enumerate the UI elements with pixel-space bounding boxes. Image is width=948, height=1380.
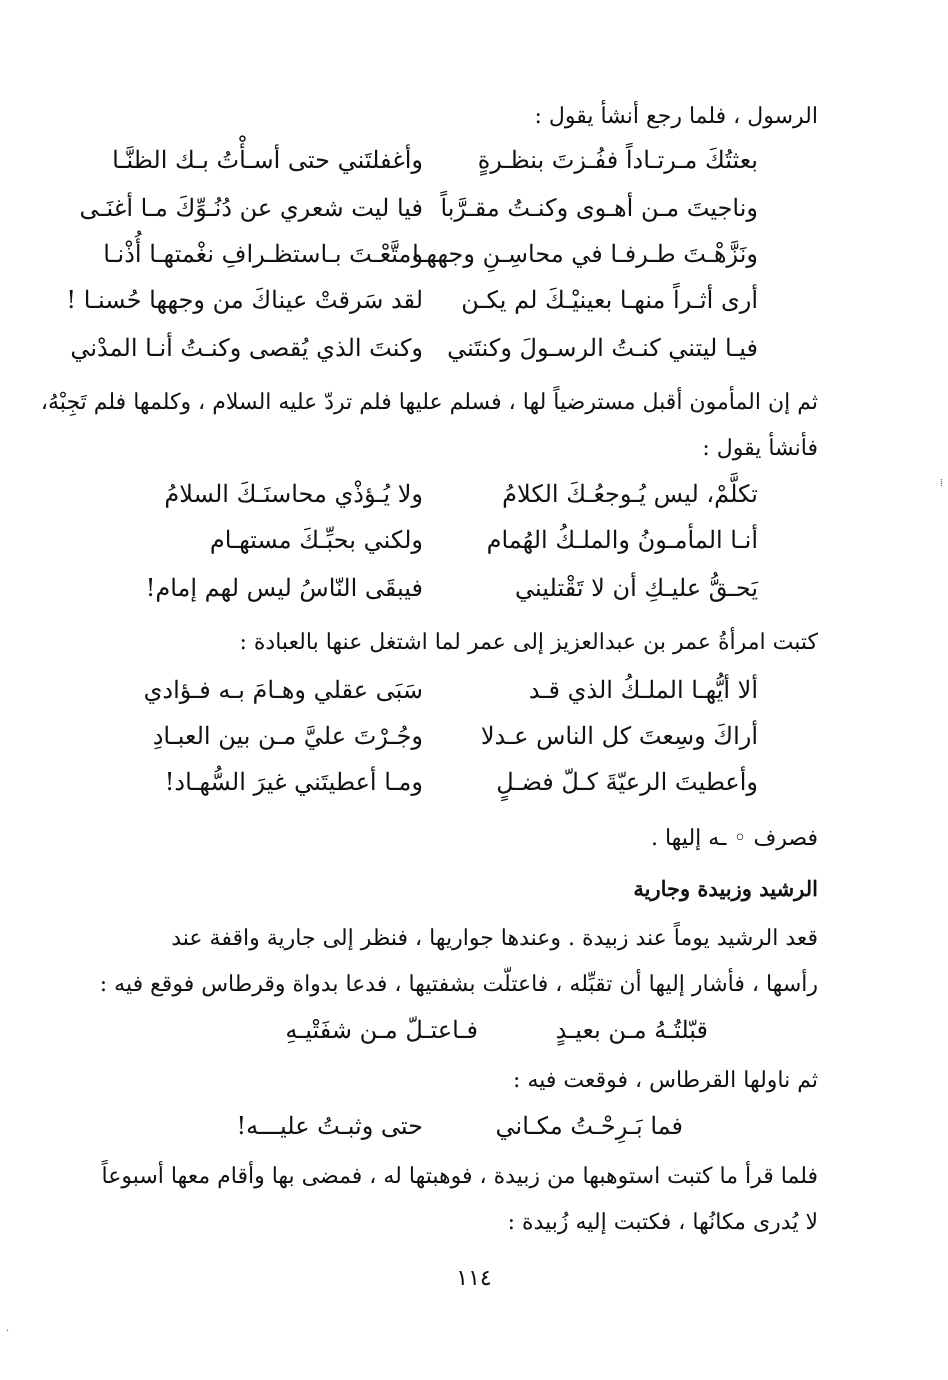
verse-1-3-second: ومتَّعْـتَ بـاستظـرافِ نغْمتهـا أُذْنـا [103,240,423,268]
verse-3-2-second: وجُـرْتَ عليَّ مـن بين العبـادِ [152,722,423,750]
verse-2-1-second: ولا يُـؤذْي محاسنَـكَ السلامُ [164,480,423,508]
verse-3-3-first: وأعطيتَ الرعيّةَ كـلّ فضـلٍ [496,768,758,796]
verse-3-1-second: سَبَى عقلي وهـامَ بـه فـؤادي [143,676,423,704]
verse-2-2-second: ولكني بحبِّـكَ مستهـام [209,526,423,554]
verse-2-1-first: تكلَّمْ، ليس يُـوجعُـكَ الكلامُ [502,480,758,508]
verse-3-2-first: أراكَ وسِعتَ كل الناس عـدلا [480,722,758,750]
verse-3-1-first: ألا أيُّهـا الملـكُ الذي قـد [528,676,758,704]
verse-2-3-second: فيبقَى النّاسُ ليس لهم إمام! [145,574,423,602]
verse-1-3-first: ونَزَّهْـتَ طـرفـا في محاسِـنِ وجههـا [412,240,758,268]
paragraph-3: فصرف ◦ ـه إليها . [650,826,818,851]
verse-3-3-second: ومـا أعطيتَني غيرَ السُّهـاد! [164,768,423,796]
section-heading: الرشيد وزبيدة وجارية [633,876,818,901]
couplet-1-first: قبّلتُـهُ مـن بعيـدٍ [555,1016,708,1044]
verse-1-5-second: وكنتَ الذي يُقصى وكنـتُ أنـا المدْني [70,334,423,362]
verse-1-2-first: وناجيتَ مـن أهـوى وكنـتُ مقـرَّباً [440,194,758,222]
verse-1-1-first: بعثتُكَ مـرتـاداً ففُـزتَ بنظـرةٍ [477,146,758,174]
page-number: ١١٤ [456,1266,492,1291]
scan-speck: · [6,1326,10,1337]
paragraph-2: كتبت امرأةُ عمر بن عبدالعزيز إلى عمر لما اشتغل عنها بالعبادة : [239,630,818,655]
paragraph-4-line-2: رأسها ، فأشار إليها أن تقبِّله ، فاعتلّت بشفتيها ، فدعا بدواة وقرطاس فوقع فيه : [99,972,818,997]
scan-speck: ⁞ [940,478,943,489]
verse-2-2-first: أنـا المأمـونُ والملـكُ الهُمام [486,526,758,554]
verse-1-2-second: فيا ليت شعري عن دُنُـوِّكَ مـا أغنَـى [79,194,423,222]
intro-line: الرسول ، فلما رجع أنشأ يقول : [534,104,818,129]
paragraph-4-line-1: قعد الرشيد يوماً عند زبيدة . وعندها جواريها ، فنظر إلى جارية واقفة عند [171,926,818,951]
verse-1-1-second: وأغفلتَني حتى أسـأْتُ بـك الظنَّـا [112,146,423,174]
paragraph-6-line-2: لا يُدرى مكانُها ، فكتبت إليه زُبيدة : [507,1210,818,1235]
couplet-2-second: حتى وثبـتُ عليـــه! [236,1112,423,1140]
paragraph-1-line-2: فأنشأ يقول : [702,436,818,461]
verse-2-3-first: يَحـقُّ عليـكِ أن لا تَقْتليني [515,574,758,602]
verse-1-5-first: فيـا ليتني كنـتُ الرسـولَ وكنتَني [447,334,758,362]
paragraph-6-line-1: فلما قرأ ما كتبت استوهبها من زبيدة ، فوهبتها له ، فمضى بها وأقام معها أسبوعاً [101,1164,818,1189]
paragraph-1-line-1: ثم إن المأمون أقبل مسترضياً لها ، فسلم عليها فلم تردّ عليه السلام ، وكلمها فلم تَجِبْهُ، [40,390,818,415]
couplet-1-second: فـاعتـلّ مـن شفَتْيـهِ [285,1016,478,1044]
verse-1-4-first: أرى أثـراً منهـا بعينيْـكَ لم يكـن [461,286,758,314]
paragraph-5: ثم ناولها القرطاس ، فوقعت فيه : [513,1068,818,1093]
couplet-2-first: فما بَـرِحْـتُ مكـاني [495,1112,683,1140]
verse-1-4-second: لقد سَرقتْ عيناكَ من وجهها حُسنـا ! [66,286,423,314]
